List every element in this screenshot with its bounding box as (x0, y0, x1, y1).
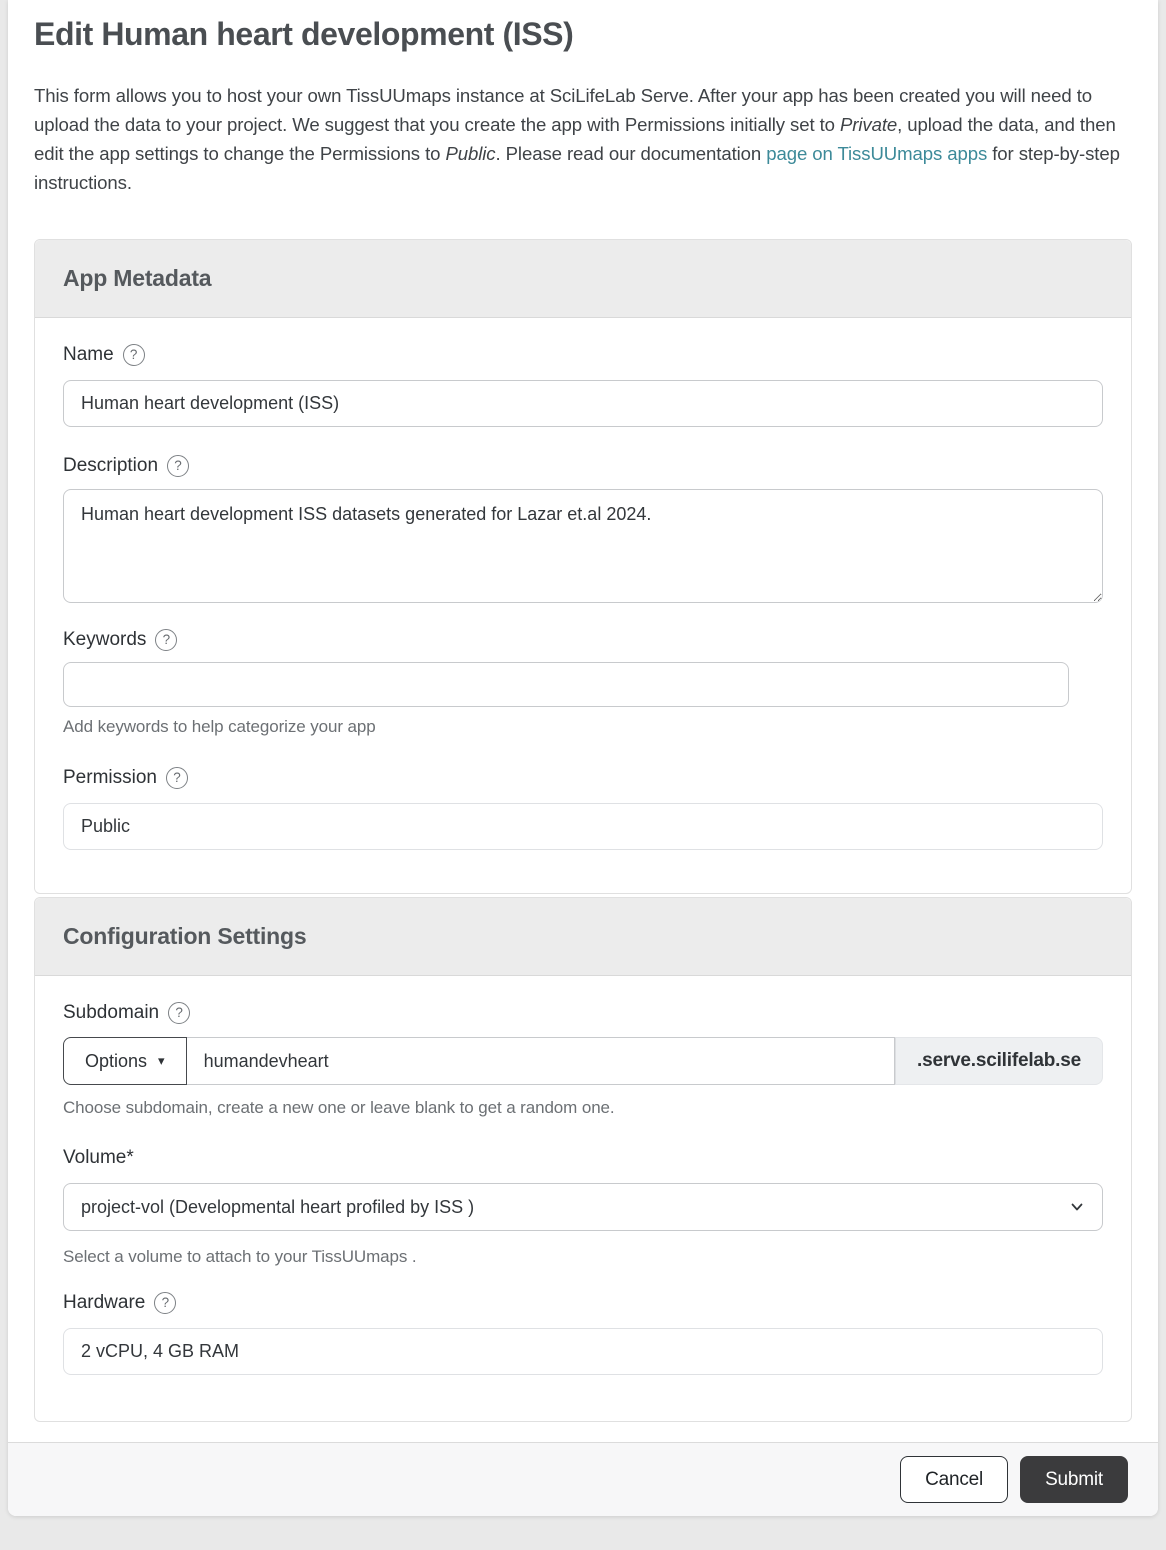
hardware-label-text: Hardware (63, 1292, 146, 1313)
hardware-label (63, 1292, 1103, 1314)
volume-helper-text: Select a volume to attach to your TissUUmaps . (63, 1247, 417, 1266)
description-label-text: Description (63, 455, 159, 476)
name-input[interactable] (63, 380, 1103, 427)
hardware-selected-value: 2 vCPU, 4 GB RAM (81, 1341, 240, 1361)
subdomain-options-button-label: Options (85, 1050, 148, 1071)
keywords-field-group (63, 629, 1103, 737)
app-metadata-card (34, 239, 1132, 894)
help-icon[interactable]: ? (168, 1002, 190, 1024)
intro-text (34, 81, 1128, 197)
subdomain-field-group (63, 1002, 1103, 1118)
cancel-button[interactable]: Cancel (900, 1456, 1008, 1503)
hardware-field-group (63, 1292, 1103, 1375)
help-icon[interactable]: ? (123, 344, 145, 366)
name-field-group (63, 344, 1103, 427)
subdomain-label-text: Subdomain (63, 1002, 160, 1023)
volume-label (63, 1147, 1103, 1169)
app-metadata-title: App Metadata (63, 265, 212, 291)
volume-select[interactable] (63, 1183, 1103, 1231)
description-field-group (63, 455, 1103, 603)
subdomain-suffix-addon: .serve.scilifelab.se (895, 1037, 1103, 1085)
help-icon[interactable]: ? (154, 1292, 176, 1314)
keywords-label (63, 629, 1103, 651)
page (8, 0, 1158, 1516)
name-label-text: Name (63, 344, 114, 365)
permission-select[interactable] (63, 803, 1103, 850)
subdomain-input-group (63, 1037, 1103, 1085)
volume-label-text: Volume* (63, 1147, 134, 1168)
keywords-input[interactable] (63, 662, 1069, 707)
configuration-settings-card (34, 897, 1132, 1422)
description-textarea[interactable] (63, 489, 1103, 603)
help-icon[interactable]: ? (155, 629, 177, 651)
permission-label (63, 767, 1103, 789)
volume-field-group (63, 1147, 1103, 1267)
keywords-helper-text: Add keywords to help categorize your app (63, 717, 376, 736)
keywords-label-text: Keywords (63, 629, 147, 650)
permission-selected-value: Public (81, 816, 131, 836)
volume-selected-value: project-vol (Developmental heart profiled by ISS ) (81, 1196, 475, 1217)
help-icon[interactable]: ? (166, 767, 188, 789)
chevron-down-icon (1069, 1199, 1085, 1215)
intro-segment: . Please read our documentation (495, 143, 767, 164)
submit-button[interactable]: Submit (1020, 1456, 1128, 1503)
tissuumaps-docs-link[interactable]: page on TissUUmaps apps (766, 143, 988, 164)
intro-segment: for step-by-step instructions. (34, 143, 1120, 193)
configuration-settings-header (35, 898, 1131, 976)
name-label (63, 344, 1103, 366)
hardware-select[interactable] (63, 1328, 1103, 1375)
permission-label-text: Permission (63, 767, 157, 788)
main-content (8, 0, 1158, 1422)
help-icon[interactable]: ? (167, 455, 189, 477)
intro-segment: , upload the data, and then edit the app settings to change the Permissions to (34, 114, 1116, 164)
configuration-settings-title: Configuration Settings (63, 923, 307, 949)
permission-field-group (63, 767, 1103, 850)
private-italic: Private (839, 114, 898, 135)
page-title: Edit Human heart development (ISS) (34, 16, 574, 52)
subdomain-options-button[interactable] (63, 1037, 187, 1085)
app-metadata-body (35, 318, 1131, 893)
public-italic: Public (445, 143, 496, 164)
subdomain-helper-text: Choose subdomain, create a new one or leave blank to get a random one. (63, 1098, 615, 1117)
subdomain-input[interactable] (187, 1037, 895, 1085)
subdomain-label (63, 1002, 1103, 1024)
configuration-settings-body (35, 976, 1131, 1421)
intro-segment: This form allows you to host your own TissUUmaps instance at SciLifeLab Serve. After your app has been created you will need to upload the data to your project. We suggest that you create the app with Permissions initially set to (34, 85, 1093, 135)
description-label (63, 455, 1103, 477)
form-actions-footer (8, 1442, 1158, 1516)
caret-down-icon: ▾ (158, 1053, 165, 1068)
app-metadata-header (35, 240, 1131, 318)
